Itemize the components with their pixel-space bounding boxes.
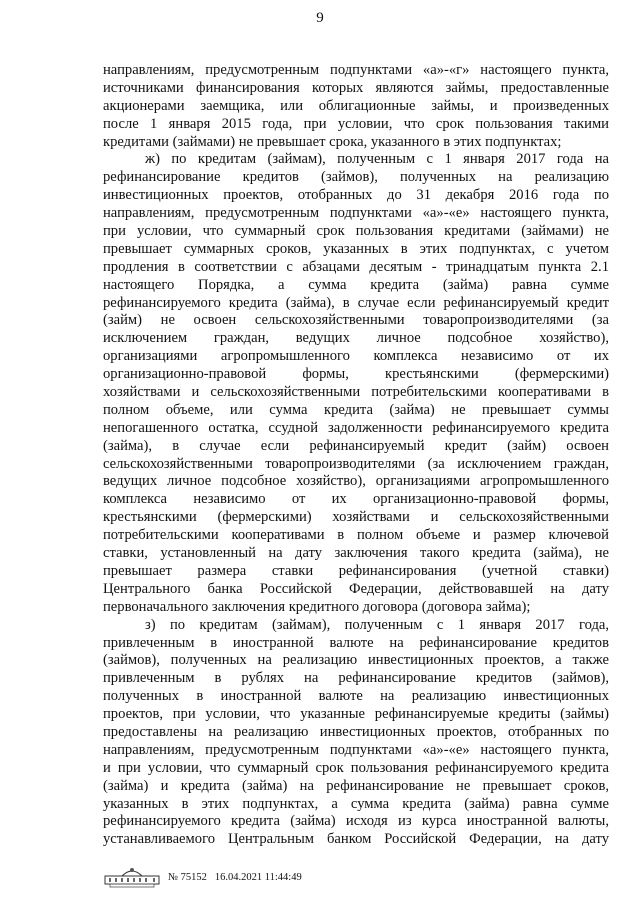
text-line: Центрального банка Российской Федерации, действовавшей на дату bbox=[103, 580, 609, 597]
text-line: превышает суммарных сроков, указанных в этих подпунктах, с учетом bbox=[103, 240, 609, 257]
text-line: после 1 января 2015 года, при условии, что срок пользования такими bbox=[103, 115, 609, 132]
text-line: инвестиционных проектов, отобранных до 31 декабря 2016 года по bbox=[103, 187, 609, 204]
text-line: (займов), полученных на реализацию инвестиционных проектов, а также bbox=[103, 652, 609, 669]
text-line: предоставлены на реализацию инвестиционных проектов, отобранных по bbox=[103, 723, 609, 740]
text-line: привлеченным в иностранной валюте на рефинансирование кредитов bbox=[103, 634, 609, 651]
text-line: з) по кредитам (займам), полученным с 1 января 2017 года, bbox=[145, 616, 609, 633]
document-body bbox=[103, 62, 609, 849]
text-line: настоящего Порядка, а сумма кредита (займа) равна сумме bbox=[103, 276, 609, 293]
text-line: источниками финансирования которых являются займы, предоставленные bbox=[103, 79, 609, 96]
text-line: рефинансируемого кредита (займа) исходя из курса иностранной валюты, bbox=[103, 813, 609, 830]
text-line: акционерами заемщика, или облигационные займы, и произведенных bbox=[103, 97, 609, 114]
text-line: устанавливаемого Центральным банком Российской Федерации, на дату bbox=[103, 831, 609, 848]
text-line: полученных в иностранной валюте на реализацию инвестиционных bbox=[103, 688, 609, 705]
text-line: полном объеме, или сумма кредита (займа) не превышает суммы bbox=[103, 401, 609, 418]
text-line: рефинансируемого кредита (займа), в случае если рефинансируемый кредит bbox=[103, 294, 609, 311]
text-line: потребительскими кооперативами в полном объеме и размер ключевой bbox=[103, 527, 609, 544]
text-line: ж) по кредитам (займам), полученным с 1 января 2017 года на bbox=[145, 151, 609, 168]
text-line: организациями агропромышленного комплекса независимо от их bbox=[103, 348, 609, 365]
text-line: проектов, при условии, что указанные рефинансируемые кредиты (займы) bbox=[103, 706, 609, 723]
text-line: (займа), в случае если рефинансируемый кредит (займ) освоен bbox=[103, 437, 609, 454]
text-line: кредитами (займами) не превышает срока, указанного в этих подпунктах; bbox=[103, 133, 562, 150]
text-line: при условии, что суммарный срок пользования кредитами (займами) не bbox=[103, 223, 609, 240]
text-line: крестьянскими (фермерскими) хозяйствами и сельскохозяйственными bbox=[103, 509, 609, 526]
text-line: ставки, установленный на дату заключения такого кредита (займа), не bbox=[103, 545, 609, 562]
building-stamp-icon bbox=[104, 866, 160, 888]
text-line: указанных в этих подпунктах, а сумма кредита (займа) равна сумме bbox=[103, 795, 609, 812]
text-line: первоначального заключения кредитного договора (договора займа); bbox=[103, 598, 531, 615]
text-line: ведущих личное подсобное хозяйство), организациями агропромышленного bbox=[103, 473, 609, 490]
text-line: и при условии, что суммарный срок пользования рефинансируемого кредита bbox=[103, 759, 609, 776]
text-line: организационно-правовой формы, крестьянскими (фермерскими) bbox=[103, 366, 609, 383]
text-line: привлеченным в рублях на рефинансирование кредитов (займов), bbox=[103, 670, 609, 687]
text-line: исключением граждан, ведущих личное подсобное хозяйство), bbox=[103, 330, 609, 347]
text-line: продления в соответствии с абзацами десятым - тринадцатым пункта 2.1 bbox=[103, 258, 609, 275]
text-line: комплекса независимо от их организационно-правовой формы, bbox=[103, 491, 609, 508]
page-number: 9 bbox=[316, 10, 324, 26]
text-line: направлениям, предусмотренным подпунктами «а»-«е» настоящего пункта, bbox=[103, 741, 609, 758]
text-line: сельскохозяйственными товаропроизводителями (за исключением граждан, bbox=[103, 455, 609, 472]
document-number: № 75152 bbox=[168, 871, 207, 883]
text-line: рефинансирование кредитов (займов), полученных на реализацию bbox=[103, 169, 609, 186]
text-line: хозяйствами и сельскохозяйственными потребительскими кооперативами в bbox=[103, 384, 609, 401]
footer bbox=[104, 866, 302, 888]
text-line: (займ) не освоен сельскохозяйственными товаропроизводителями (за bbox=[103, 312, 609, 329]
text-line: (займа) и кредита (займа) на рефинансирование не превышает сроков, bbox=[103, 777, 609, 794]
text-line: направлениям, предусмотренным подпунктами «а»-«г» настоящего пункта, bbox=[103, 62, 609, 78]
document-timestamp: 16.04.2021 11:44:49 bbox=[214, 871, 302, 883]
text-line: направлениям, предусмотренным подпунктами «а»-«е» настоящего пункта, bbox=[103, 205, 609, 222]
text-line: превышает размера ставки рефинансирования (учетной ставки) bbox=[103, 562, 609, 579]
text-line: непогашенного остатка, ссудной задолженности рефинансируемого кредита bbox=[103, 419, 609, 436]
